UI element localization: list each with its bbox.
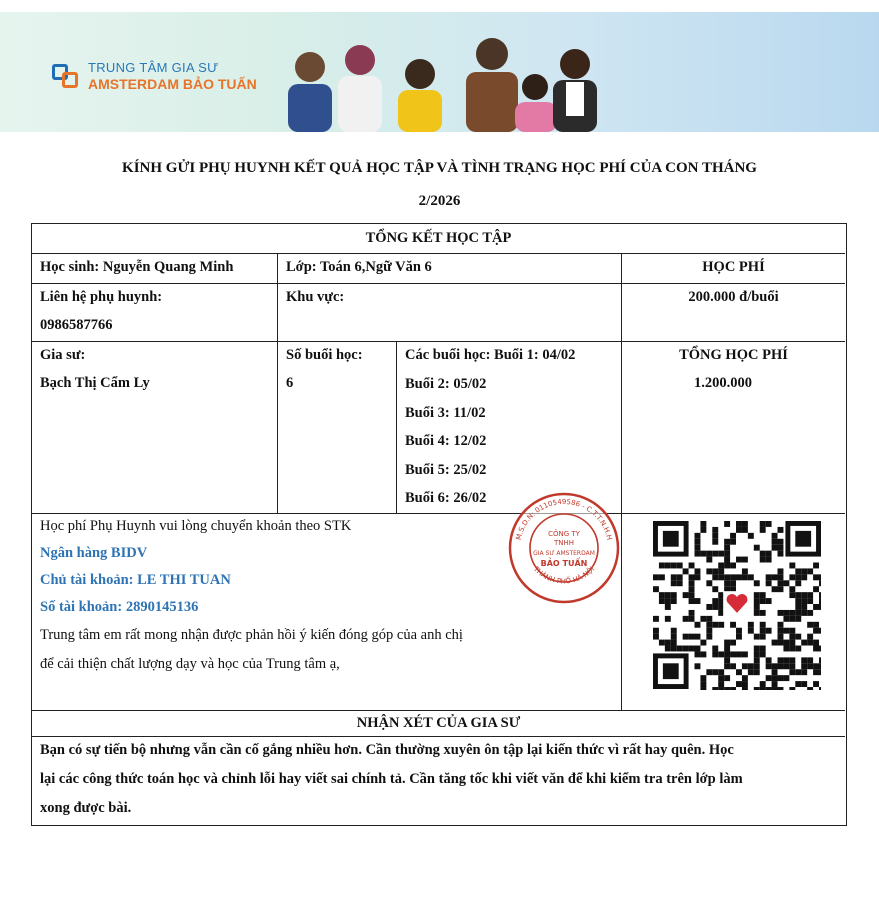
review-line1: Bạn có sự tiến bộ nhưng vẫn cần cố gắng nhiều hơn. Cần thường xuyên ôn tập lại kiến thức vì rất hay quên. Học	[40, 742, 734, 758]
student-name: Học sinh: Nguyễn Quang Minh	[40, 259, 234, 275]
class-subjects: Lớp: Toán 6,Ngữ Văn 6	[286, 259, 432, 275]
session-list-item: Buổi 3: 11/02	[405, 405, 486, 421]
area-label: Khu vực:	[286, 289, 345, 305]
stamp-outer-text: M.S.D.N: 0110549586 - C.T.T.N.H.H	[514, 497, 614, 541]
sessions-count-label: Số buổi học:	[286, 347, 363, 363]
stamp-line3: GIA SƯ AMSTERDAM	[533, 550, 595, 557]
stamp-line2: TNHH	[553, 539, 575, 547]
session-list-item: Buổi 4: 12/02	[405, 433, 487, 449]
session-list-item: Buổi 6: 26/02	[405, 490, 487, 506]
stamp-bottom-text: THÀNH PHỐ HÀ NỘI	[531, 565, 597, 586]
payment-qr-code	[653, 520, 821, 690]
tutor-label: Gia sư:	[40, 347, 86, 363]
tutor-name: Bạch Thị Cẩm Ly	[40, 375, 150, 391]
account-holder: Chủ tài khoản: LE THI TUAN	[40, 572, 231, 588]
total-fee-label: TỔNG HỌC PHÍ	[679, 347, 788, 363]
header-banner	[0, 12, 879, 132]
logo-line1: TRUNG TÂM GIA SƯ	[88, 60, 219, 75]
parent-contact-label: Liên hệ phụ huynh:	[40, 289, 163, 305]
report-title: KÍNH GỬI PHỤ HUYNH KẾT QUẢ HỌC TẬP VÀ TÌNH TRẠNG HỌC PHÍ CỦA CON THÁNG	[122, 160, 757, 176]
total-fee-value: 1.200.000	[694, 375, 752, 391]
logo-line2: AMSTERDAM BẢO TUẤN	[88, 76, 257, 92]
report-month: 2/2026	[418, 193, 461, 209]
fee-per-session: 200.000 đ/buổi	[688, 289, 779, 305]
people-photo	[270, 12, 610, 132]
session-list-item: Buổi 5: 25/02	[405, 462, 487, 478]
parent-contact-value: 0986587766	[40, 317, 113, 333]
company-stamp	[506, 490, 622, 606]
stamp-line1: CÔNG TY	[548, 530, 580, 538]
review-line2: lại các công thức toán học và chỉnh lỗi hay viết sai chính tả. Cần tăng tốc khi viết văn để khi kiểm tra trên lớp làm	[40, 771, 743, 787]
review-line3: xong được bài.	[40, 800, 132, 816]
summary-title: TỔNG KẾT HỌC TẬP	[365, 230, 512, 246]
fee-header: HỌC PHÍ	[702, 259, 765, 275]
center-logo	[52, 60, 257, 92]
feedback-request-line2: để cải thiện chất lượng dạy và học của Trung tâm ạ,	[40, 656, 340, 672]
session-list-item: Các buổi học: Buổi 1: 04/02	[405, 347, 576, 363]
feedback-request-line1: Trung tâm em rất mong nhận được phản hồi ý kiến đóng góp của anh chị	[40, 627, 463, 643]
sessions-count-value: 6	[286, 375, 294, 391]
bank-name: Ngân hàng BIDV	[40, 545, 148, 561]
payment-instruction: Học phí Phụ Huynh vui lòng chuyển khoản theo STK	[40, 518, 352, 534]
logo-icon	[52, 62, 82, 90]
session-list-item: Buổi 2: 05/02	[405, 376, 487, 392]
review-title: NHẬN XÉT CỦA GIA SƯ	[356, 715, 521, 731]
account-number: Số tài khoản: 2890145136	[40, 599, 199, 615]
stamp-line4: BẢO TUẤN	[540, 559, 588, 568]
